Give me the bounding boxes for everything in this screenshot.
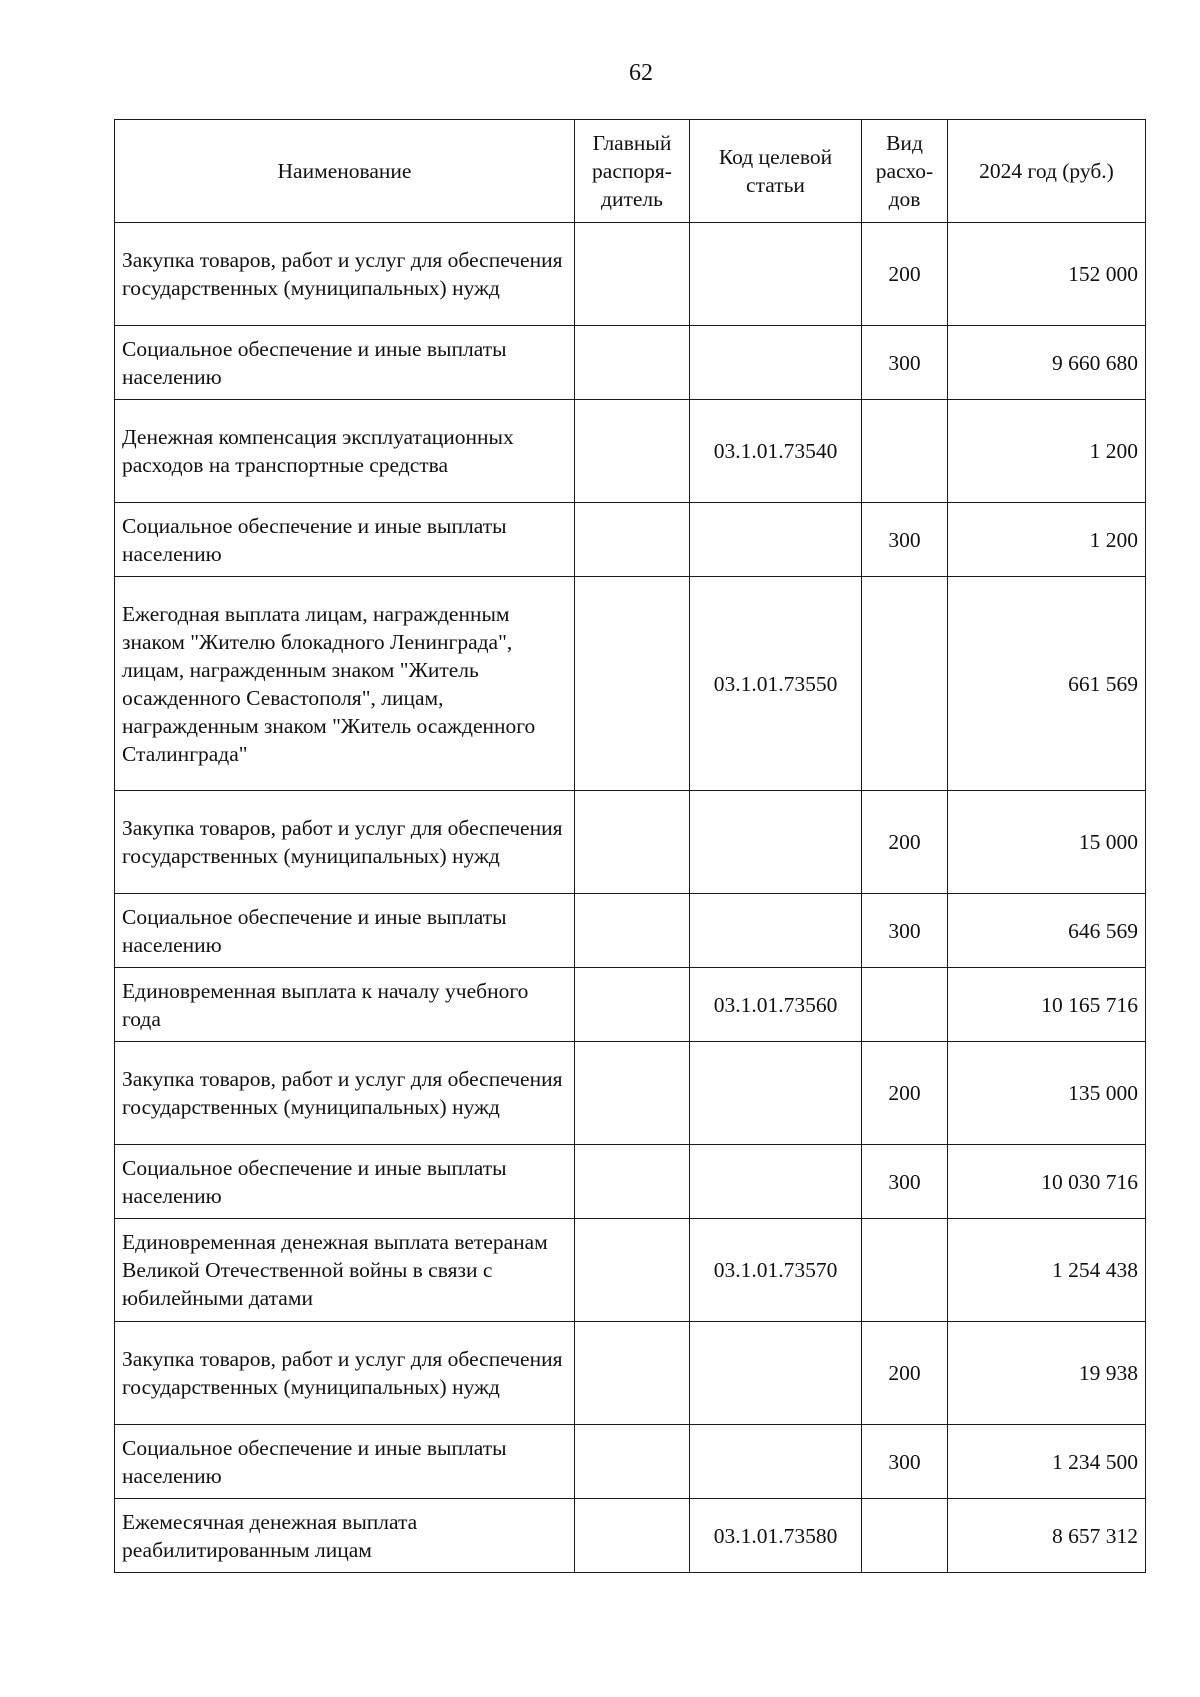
page-number: 62 xyxy=(629,60,653,86)
table-row xyxy=(115,1219,1146,1322)
cell-target-code xyxy=(690,1425,862,1499)
cell-amount: 9 660 680 xyxy=(948,326,1146,400)
cell-main-manager xyxy=(575,400,690,503)
cell-target-code: 03.1.01.73570 xyxy=(690,1219,862,1322)
cell-expense-type xyxy=(862,400,948,503)
cell-main-manager xyxy=(575,894,690,968)
cell-main-manager xyxy=(575,577,690,791)
cell-name: Закупка товаров, работ и услуг для обеспечения государственных (муниципальных) нужд xyxy=(115,1322,575,1425)
cell-expense-type: 200 xyxy=(862,1042,948,1145)
cell-main-manager xyxy=(575,1425,690,1499)
cell-main-manager xyxy=(575,1499,690,1573)
cell-name: Закупка товаров, работ и услуг для обеспечения государственных (муниципальных) нужд xyxy=(115,223,575,326)
table-row xyxy=(115,400,1146,503)
cell-target-code: 03.1.01.73560 xyxy=(690,968,862,1042)
cell-expense-type: 300 xyxy=(862,503,948,577)
cell-main-manager xyxy=(575,223,690,326)
cell-expense-type: 300 xyxy=(862,1145,948,1219)
table-row xyxy=(115,791,1146,894)
table-row xyxy=(115,326,1146,400)
cell-main-manager xyxy=(575,968,690,1042)
cell-amount: 135 000 xyxy=(948,1042,1146,1145)
cell-main-manager xyxy=(575,326,690,400)
cell-amount: 8 657 312 xyxy=(948,1499,1146,1573)
header-target-code: Код целевой статьи xyxy=(690,120,862,223)
cell-amount: 646 569 xyxy=(948,894,1146,968)
cell-main-manager xyxy=(575,1322,690,1425)
cell-amount: 1 200 xyxy=(948,400,1146,503)
cell-target-code xyxy=(690,1145,862,1219)
cell-expense-type: 200 xyxy=(862,1322,948,1425)
cell-amount: 1 200 xyxy=(948,503,1146,577)
cell-main-manager xyxy=(575,503,690,577)
cell-expense-type: 200 xyxy=(862,223,948,326)
cell-main-manager xyxy=(575,1145,690,1219)
table-row xyxy=(115,1499,1146,1573)
cell-amount: 10 165 716 xyxy=(948,968,1146,1042)
cell-main-manager xyxy=(575,1042,690,1145)
header-expense-type: Вид расхо-дов xyxy=(862,120,948,223)
table-row xyxy=(115,223,1146,326)
cell-name: Социальное обеспечение и иные выплаты населению xyxy=(115,1145,575,1219)
cell-amount: 19 938 xyxy=(948,1322,1146,1425)
table-body xyxy=(115,223,1146,1573)
cell-target-code xyxy=(690,894,862,968)
table-row xyxy=(115,1042,1146,1145)
cell-amount: 15 000 xyxy=(948,791,1146,894)
cell-expense-type: 200 xyxy=(862,791,948,894)
cell-expense-type: 300 xyxy=(862,894,948,968)
cell-target-code xyxy=(690,503,862,577)
cell-target-code xyxy=(690,791,862,894)
cell-name: Социальное обеспечение и иные выплаты населению xyxy=(115,503,575,577)
cell-name: Закупка товаров, работ и услуг для обеспечения государственных (муниципальных) нужд xyxy=(115,791,575,894)
cell-target-code: 03.1.01.73580 xyxy=(690,1499,862,1573)
cell-expense-type xyxy=(862,968,948,1042)
table-row xyxy=(115,968,1146,1042)
cell-main-manager xyxy=(575,791,690,894)
cell-name: Социальное обеспечение и иные выплаты населению xyxy=(115,326,575,400)
table-header xyxy=(115,120,1146,223)
cell-name: Социальное обеспечение и иные выплаты населению xyxy=(115,894,575,968)
cell-amount: 1 254 438 xyxy=(948,1219,1146,1322)
cell-target-code xyxy=(690,1322,862,1425)
cell-name: Денежная компенсация эксплуатационных расходов на транспортные средства xyxy=(115,400,575,503)
cell-name: Социальное обеспечение и иные выплаты населению xyxy=(115,1425,575,1499)
header-main-manager: Главный распоря-дитель xyxy=(575,120,690,223)
budget-table xyxy=(114,119,1146,1573)
header-row xyxy=(115,120,1146,223)
table-row xyxy=(115,1425,1146,1499)
cell-target-code: 03.1.01.73550 xyxy=(690,577,862,791)
header-name: Наименование xyxy=(115,120,575,223)
cell-name: Ежегодная выплата лицам, награжденным знаком "Жителю блокадного Ленинграда", лицам, награжденным знаком "Житель осажденного Севастополя", лицам, награжденным знаком "Житель осажденного Сталинграда" xyxy=(115,577,575,791)
cell-target-code xyxy=(690,1042,862,1145)
cell-name: Ежемесячная денежная выплата реабилитированным лицам xyxy=(115,1499,575,1573)
cell-expense-type xyxy=(862,577,948,791)
cell-expense-type: 300 xyxy=(862,326,948,400)
cell-amount: 1 234 500 xyxy=(948,1425,1146,1499)
cell-name: Единовременная выплата к началу учебного года xyxy=(115,968,575,1042)
table-row xyxy=(115,1145,1146,1219)
cell-expense-type: 300 xyxy=(862,1425,948,1499)
cell-name: Единовременная денежная выплата ветеранам Великой Отечественной войны в связи с юбилейными датами xyxy=(115,1219,575,1322)
cell-target-code xyxy=(690,223,862,326)
cell-main-manager xyxy=(575,1219,690,1322)
cell-target-code xyxy=(690,326,862,400)
table-row xyxy=(115,1322,1146,1425)
table-row xyxy=(115,503,1146,577)
cell-target-code: 03.1.01.73540 xyxy=(690,400,862,503)
cell-amount: 661 569 xyxy=(948,577,1146,791)
table-row xyxy=(115,577,1146,791)
cell-amount: 10 030 716 xyxy=(948,1145,1146,1219)
cell-name: Закупка товаров, работ и услуг для обеспечения государственных (муниципальных) нужд xyxy=(115,1042,575,1145)
cell-expense-type xyxy=(862,1219,948,1322)
table-row xyxy=(115,894,1146,968)
cell-amount: 152 000 xyxy=(948,223,1146,326)
cell-expense-type xyxy=(862,1499,948,1573)
header-year: 2024 год (руб.) xyxy=(948,120,1146,223)
